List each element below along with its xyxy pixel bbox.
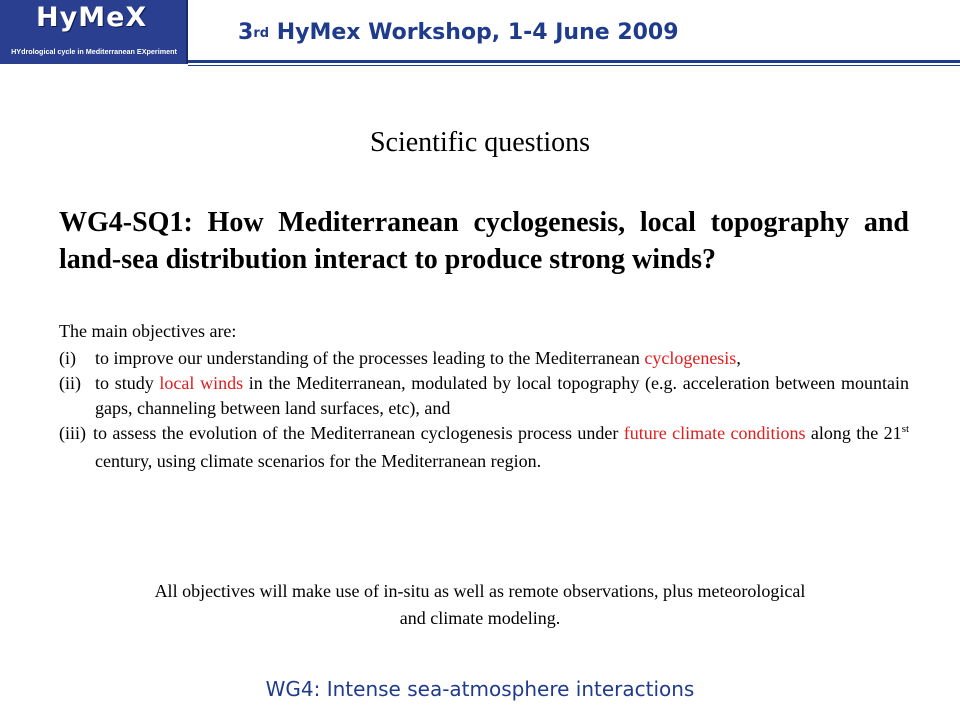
objectives-intro: The main objectives are: xyxy=(59,321,237,341)
objective-text: to assess the evolution of the Mediterranean cyclogenesis process under xyxy=(93,423,624,443)
objective-item xyxy=(59,371,909,421)
objective-text: in the Mediterranean, modulated by local topography (e.g. acceleration between mountain gaps, channeling between land surfaces, etc), and xyxy=(95,373,909,418)
title-text: HyMex Workshop, 1-4 June 2009 xyxy=(269,20,679,45)
objective-highlight: future xyxy=(623,423,667,443)
objective-text: to study xyxy=(95,373,160,393)
title-ordinal: rd xyxy=(253,26,270,41)
section-title: Scientific questions xyxy=(369,127,591,158)
objective-number: (ii) xyxy=(59,373,81,393)
objective-item xyxy=(59,421,909,474)
objective-text: century, using climate scenarios for the Mediterranean region. xyxy=(95,451,542,471)
objective-number: (i) xyxy=(59,348,76,368)
objective-highlight: local winds xyxy=(159,373,244,393)
logo-subtitle: HYdrological cycle in Mediterranean EXperiment xyxy=(11,47,177,56)
objective-highlight: climate conditions xyxy=(672,423,806,443)
objective-item xyxy=(59,346,909,371)
header-rule-thick xyxy=(188,60,960,63)
logo-wordmark: HyMeX xyxy=(36,2,148,33)
objective-text: to improve our understanding of the processes leading to the Mediterranean xyxy=(95,348,645,368)
header-rule-thin xyxy=(188,65,960,66)
workshop-title xyxy=(238,20,679,45)
title-number: 3 xyxy=(238,20,254,45)
objective-ordinal: st xyxy=(901,423,910,435)
objective-text: , xyxy=(736,348,741,368)
footer-wg-title: WG4: Intense sea-atmosphere interactions xyxy=(265,677,695,701)
hymex-logo xyxy=(0,0,188,64)
closing-statement: All objectives will make use of in-situ as well as remote observations, plus meteorological and climate modeling. xyxy=(154,581,806,628)
objective-text: along the 21 xyxy=(805,423,902,443)
objective-highlight: cyclogenesis xyxy=(644,348,737,368)
scientific-question: WG4-SQ1: How Mediterranean cyclogenesis, local topography and land-sea distribution interact to produce strong winds? xyxy=(59,207,909,275)
objective-number: (iii) xyxy=(59,423,86,443)
objectives-list xyxy=(59,346,909,474)
